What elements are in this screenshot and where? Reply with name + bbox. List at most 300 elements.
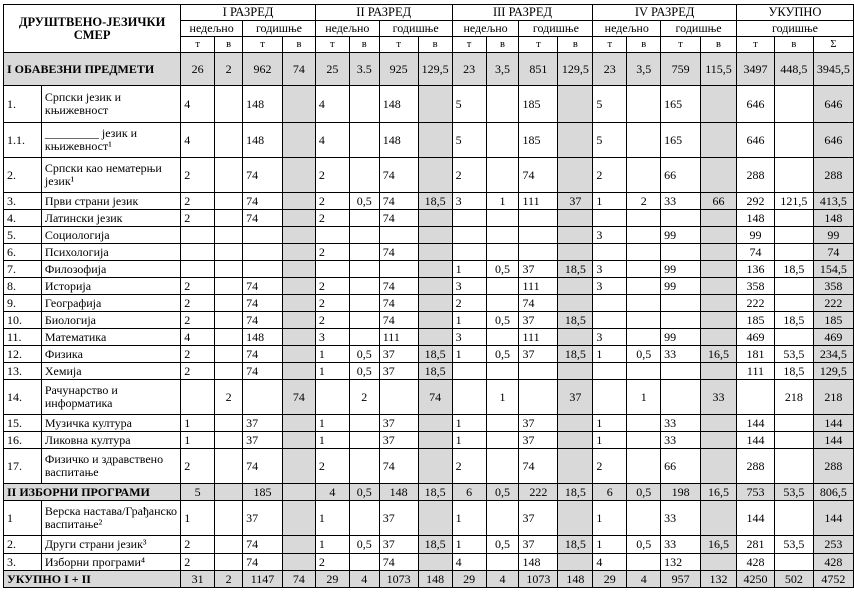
cell-value: 185 [519, 86, 558, 123]
cell-value: 2 [593, 449, 627, 484]
subject-row [4, 158, 854, 193]
row-number: 1.1. [4, 123, 42, 158]
cell-value: 234,5 [813, 346, 853, 363]
cell-value [558, 278, 593, 295]
cell-value: 74 [243, 278, 283, 295]
cell-value [486, 227, 519, 244]
cell-value: 66 [701, 193, 737, 210]
cell-value [558, 295, 593, 312]
cell-value: 2 [452, 295, 486, 312]
subject-name: Српски језик и књижевност [41, 86, 180, 123]
cell-value: 18,5 [558, 261, 593, 278]
cell-value [215, 554, 243, 571]
cell-value: 2 [315, 278, 349, 295]
cell-value [701, 312, 737, 329]
cell-value [661, 295, 701, 312]
section-value: 0,5 [627, 484, 661, 501]
cell-value [701, 432, 737, 449]
cell-value: 1 [593, 193, 627, 210]
section-value: 148 [379, 484, 418, 501]
cell-value: 33 [661, 193, 701, 210]
cell-value [349, 329, 379, 346]
subject-name: Верска настава/Грађанско васпитање² [41, 501, 180, 536]
cell-value [282, 415, 315, 432]
section-row [4, 484, 854, 501]
subject-row [4, 380, 854, 415]
row-number: 9. [4, 295, 42, 312]
section-title: II ИЗБОРНИ ПРОГРАМИ [4, 484, 181, 501]
cell-value: 1 [486, 193, 519, 210]
cell-value [349, 210, 379, 227]
subject-name: Физика [41, 346, 180, 363]
cell-value: 1 [452, 261, 486, 278]
cell-value: 74 [519, 158, 558, 193]
cell-value: 2 [452, 449, 486, 484]
cell-value [215, 210, 243, 227]
cell-value: 2 [181, 449, 215, 484]
cell-value [558, 363, 593, 380]
cell-value [558, 123, 593, 158]
cell-value [282, 244, 315, 261]
cell-value: 2 [215, 380, 243, 415]
cell-value [215, 278, 243, 295]
cell-value: 37 [379, 363, 418, 380]
cell-value: 74 [243, 554, 283, 571]
cell-value: 66 [661, 158, 701, 193]
subject-name: Социологија [41, 227, 180, 244]
cell-value: 1 [452, 346, 486, 363]
row-number: 4. [4, 210, 42, 227]
cell-value: 99 [813, 227, 853, 244]
cell-value [558, 415, 593, 432]
cell-value [627, 295, 661, 312]
cell-value: 37 [519, 312, 558, 329]
cell-value: 2 [315, 295, 349, 312]
cell-value: 18,5 [558, 312, 593, 329]
section-value: 53,5 [774, 484, 813, 501]
section-value: 925 [379, 53, 418, 86]
cell-value [282, 501, 315, 536]
cell-value: 144 [813, 432, 853, 449]
cell-value: 18,5 [418, 536, 452, 554]
subject-name: Филозофија [41, 261, 180, 278]
cell-value: 0,5 [627, 346, 661, 363]
cell-value: 1 [593, 432, 627, 449]
cell-value: 111 [736, 363, 774, 380]
grade-3-header: III РАЗРЕД [452, 5, 593, 21]
cell-value: 74 [379, 295, 418, 312]
section-value: 3,5 [627, 53, 661, 86]
cell-value [558, 329, 593, 346]
cell-value [661, 244, 701, 261]
cell-value: 37 [379, 432, 418, 449]
cell-value: 5 [593, 123, 627, 158]
yearly-header: годишње [736, 21, 853, 37]
row-number: 2. [4, 536, 42, 554]
cell-value [282, 278, 315, 295]
cell-value [558, 210, 593, 227]
cell-value [661, 312, 701, 329]
section-value [215, 484, 243, 501]
cell-value: 2 [181, 158, 215, 193]
cell-value: 3 [593, 261, 627, 278]
subject-row [4, 123, 854, 158]
t-header: т [661, 37, 701, 53]
cell-value [486, 449, 519, 484]
cell-value: 99 [661, 329, 701, 346]
cell-value: 2 [349, 380, 379, 415]
subject-name: Физичко и здравствено васпитање [41, 449, 180, 484]
section-value: 502 [774, 571, 813, 588]
cell-value: 74 [243, 295, 283, 312]
section-value: 2 [215, 571, 243, 588]
cell-value [593, 210, 627, 227]
subject-row [4, 278, 854, 295]
weekly-header: недељно [315, 21, 379, 37]
subject-name: Хемија [41, 363, 180, 380]
cell-value: 358 [813, 278, 853, 295]
cell-value: 37 [379, 346, 418, 363]
t-header: т [181, 37, 215, 53]
cell-value [215, 261, 243, 278]
cell-value [418, 123, 452, 158]
section-value: 185 [243, 484, 283, 501]
cell-value [418, 501, 452, 536]
subject-name: _________ језик и књижевност¹ [41, 123, 180, 158]
cell-value: 181 [736, 346, 774, 363]
section-value: 851 [519, 53, 558, 86]
subject-row [4, 346, 854, 363]
cell-value [215, 123, 243, 158]
subject-name: Историја [41, 278, 180, 295]
subject-row [4, 261, 854, 278]
cell-value [418, 295, 452, 312]
cell-value [215, 295, 243, 312]
cell-value: 2 [181, 193, 215, 210]
cell-value: 37 [243, 432, 283, 449]
section-value: 3.5 [349, 53, 379, 86]
cell-value [418, 261, 452, 278]
cell-value [774, 295, 813, 312]
cell-value: 18,5 [774, 312, 813, 329]
cell-value: 2 [181, 312, 215, 329]
section-value: 29 [593, 571, 627, 588]
cell-value [282, 449, 315, 484]
row-number: 6. [4, 244, 42, 261]
cell-value: 2 [315, 312, 349, 329]
cell-value [282, 193, 315, 210]
cell-value [486, 123, 519, 158]
cell-value [519, 380, 558, 415]
grade-1-header: I РАЗРЕД [181, 5, 316, 21]
cell-value [701, 244, 737, 261]
cell-value [593, 312, 627, 329]
cell-value: 37 [558, 193, 593, 210]
cell-value: 165 [661, 123, 701, 158]
subject-name: Музичка култура [41, 415, 180, 432]
cell-value [486, 244, 519, 261]
cell-value: 2 [181, 278, 215, 295]
cell-value [486, 432, 519, 449]
cell-value: 2 [315, 449, 349, 484]
cell-value [349, 123, 379, 158]
cell-value [519, 244, 558, 261]
row-number: 5. [4, 227, 42, 244]
cell-value [519, 227, 558, 244]
subject-name: Психологија [41, 244, 180, 261]
cell-value [593, 295, 627, 312]
cell-value [486, 295, 519, 312]
section-value: 148 [418, 571, 452, 588]
subject-name: Изборни програми⁴ [41, 554, 180, 571]
section-value: 6 [593, 484, 627, 501]
cell-value [418, 449, 452, 484]
cell-value: 4 [452, 554, 486, 571]
cell-value: 74 [519, 295, 558, 312]
cell-value: 1 [315, 536, 349, 554]
section-value: 2 [215, 53, 243, 86]
cell-value: 74 [243, 312, 283, 329]
section-value: 759 [661, 53, 701, 86]
cell-value: 74 [379, 312, 418, 329]
cell-value: 5 [593, 86, 627, 123]
subject-name: Рачунарство и информатика [41, 380, 180, 415]
cell-value [701, 295, 737, 312]
cell-value [349, 432, 379, 449]
v-header: в [701, 37, 737, 53]
cell-value [315, 227, 349, 244]
cell-value: 33 [661, 432, 701, 449]
cell-value [282, 329, 315, 346]
cell-value: 111 [519, 329, 558, 346]
cell-value [349, 278, 379, 295]
subject-row [4, 501, 854, 536]
cell-value: 358 [736, 278, 774, 295]
cell-value [774, 329, 813, 346]
cell-value: 121,5 [774, 193, 813, 210]
cell-value: 37 [519, 346, 558, 363]
cell-value [627, 312, 661, 329]
cell-value: 144 [813, 501, 853, 536]
section-value: 3945,5 [813, 53, 853, 86]
cell-value [282, 295, 315, 312]
section-title: УКУПНО I + II [4, 571, 181, 588]
subject-row [4, 415, 854, 432]
cell-value [282, 86, 315, 123]
section-value: 31 [181, 571, 215, 588]
cell-value: 144 [813, 415, 853, 432]
cell-value [215, 158, 243, 193]
cell-value [181, 244, 215, 261]
cell-value [418, 158, 452, 193]
cell-value: 16,5 [701, 346, 737, 363]
yearly-header: годишње [519, 21, 593, 37]
cell-value: 74 [418, 380, 452, 415]
subject-name: Српски као нематерњи језик¹ [41, 158, 180, 193]
cell-value [701, 363, 737, 380]
cell-value [418, 278, 452, 295]
cell-value [452, 363, 486, 380]
cell-value [627, 244, 661, 261]
cell-value: 16,5 [701, 536, 737, 554]
cell-value: 37 [519, 432, 558, 449]
cell-value [627, 449, 661, 484]
cell-value [452, 380, 486, 415]
cell-value: 0,5 [349, 346, 379, 363]
cell-value: 3 [593, 329, 627, 346]
row-number: 15. [4, 415, 42, 432]
cell-value [774, 227, 813, 244]
subject-row [4, 312, 854, 329]
section-value: 4 [349, 571, 379, 588]
cell-value [558, 227, 593, 244]
cell-value [418, 329, 452, 346]
cell-value [349, 501, 379, 536]
cell-value [349, 295, 379, 312]
v-header: в [627, 37, 661, 53]
cell-value: 2 [315, 554, 349, 571]
cell-value [215, 501, 243, 536]
cell-value [418, 554, 452, 571]
section-value: 4250 [736, 571, 774, 588]
subject-name: Ликовна култура [41, 432, 180, 449]
v-header: в [349, 37, 379, 53]
cell-value: 74 [379, 554, 418, 571]
t-header: т [736, 37, 774, 53]
cell-value: 33 [661, 346, 701, 363]
cell-value [774, 244, 813, 261]
cell-value [701, 261, 737, 278]
row-number: 2. [4, 158, 42, 193]
cell-value [701, 554, 737, 571]
subject-row [4, 329, 854, 346]
cell-value: 0,5 [486, 536, 519, 554]
cell-value [774, 278, 813, 295]
cell-value [627, 415, 661, 432]
cell-value: 4 [315, 86, 349, 123]
cell-value [282, 312, 315, 329]
row-number: 1. [4, 86, 42, 123]
cell-value [282, 227, 315, 244]
v-header: в [774, 37, 813, 53]
cell-value: 2 [315, 193, 349, 210]
cell-value: 1 [593, 415, 627, 432]
cell-value: 33 [661, 536, 701, 554]
section-value: 4 [486, 571, 519, 588]
cell-value: 413,5 [813, 193, 853, 210]
yearly-header: годишње [243, 21, 316, 37]
cell-value [452, 227, 486, 244]
cell-value [627, 86, 661, 123]
row-number: 14. [4, 380, 42, 415]
cell-value: 1 [181, 415, 215, 432]
cell-value [593, 363, 627, 380]
section-value: 129,5 [558, 53, 593, 86]
cell-value: 1 [593, 501, 627, 536]
cell-value: 2 [181, 210, 215, 227]
cell-value [243, 244, 283, 261]
subject-row [4, 295, 854, 312]
subject-row [4, 210, 854, 227]
cell-value [774, 210, 813, 227]
cell-value [558, 244, 593, 261]
section-value: 23 [452, 53, 486, 86]
subject-name: Други страни језик³ [41, 536, 180, 554]
cell-value: 1 [452, 415, 486, 432]
cell-value: 74 [243, 346, 283, 363]
cell-value [627, 261, 661, 278]
weekly-header: недељно [452, 21, 519, 37]
cell-value: 288 [813, 158, 853, 193]
cell-value [215, 415, 243, 432]
cell-value: 37 [379, 536, 418, 554]
cell-value [215, 312, 243, 329]
section-value: 1073 [379, 571, 418, 588]
cell-value [627, 123, 661, 158]
cell-value [701, 86, 737, 123]
cell-value [418, 432, 452, 449]
cell-value: 33 [661, 415, 701, 432]
v-header: в [486, 37, 519, 53]
cell-value [701, 278, 737, 295]
cell-value [486, 501, 519, 536]
cell-value: 3 [452, 329, 486, 346]
section-value: 448,5 [774, 53, 813, 86]
yearly-header: годишње [379, 21, 452, 37]
cell-value: 185 [519, 123, 558, 158]
cell-value: 1 [315, 346, 349, 363]
cell-value: 74 [379, 158, 418, 193]
cell-value: 1 [452, 312, 486, 329]
cell-value [282, 158, 315, 193]
cell-value: 99 [661, 227, 701, 244]
cell-value: 2 [315, 244, 349, 261]
cell-value: 99 [661, 261, 701, 278]
row-number: 12. [4, 346, 42, 363]
section-value: 753 [736, 484, 774, 501]
cell-value: 1 [181, 432, 215, 449]
cell-value: 646 [736, 86, 774, 123]
cell-value [452, 244, 486, 261]
cell-value [627, 210, 661, 227]
cell-value: 37 [243, 415, 283, 432]
t-header: т [243, 37, 283, 53]
cell-value: 148 [243, 329, 283, 346]
cell-value: 74 [243, 363, 283, 380]
cell-value [418, 415, 452, 432]
cell-value: 74 [243, 449, 283, 484]
cell-value [282, 261, 315, 278]
cell-value: 185 [736, 312, 774, 329]
cell-value: 74 [379, 449, 418, 484]
section-value: 26 [181, 53, 215, 86]
subject-row [4, 432, 854, 449]
cell-value [215, 449, 243, 484]
subject-row [4, 86, 854, 123]
cell-value: 288 [736, 449, 774, 484]
cell-value [519, 210, 558, 227]
cell-value: 1 [181, 501, 215, 536]
row-number: 11. [4, 329, 42, 346]
cell-value: 1 [627, 380, 661, 415]
cell-value [627, 227, 661, 244]
cell-value [627, 329, 661, 346]
section-value: 3497 [736, 53, 774, 86]
cell-value: 646 [736, 123, 774, 158]
cell-value: 4 [181, 123, 215, 158]
cell-value [349, 86, 379, 123]
cell-value: 18,5 [558, 536, 593, 554]
